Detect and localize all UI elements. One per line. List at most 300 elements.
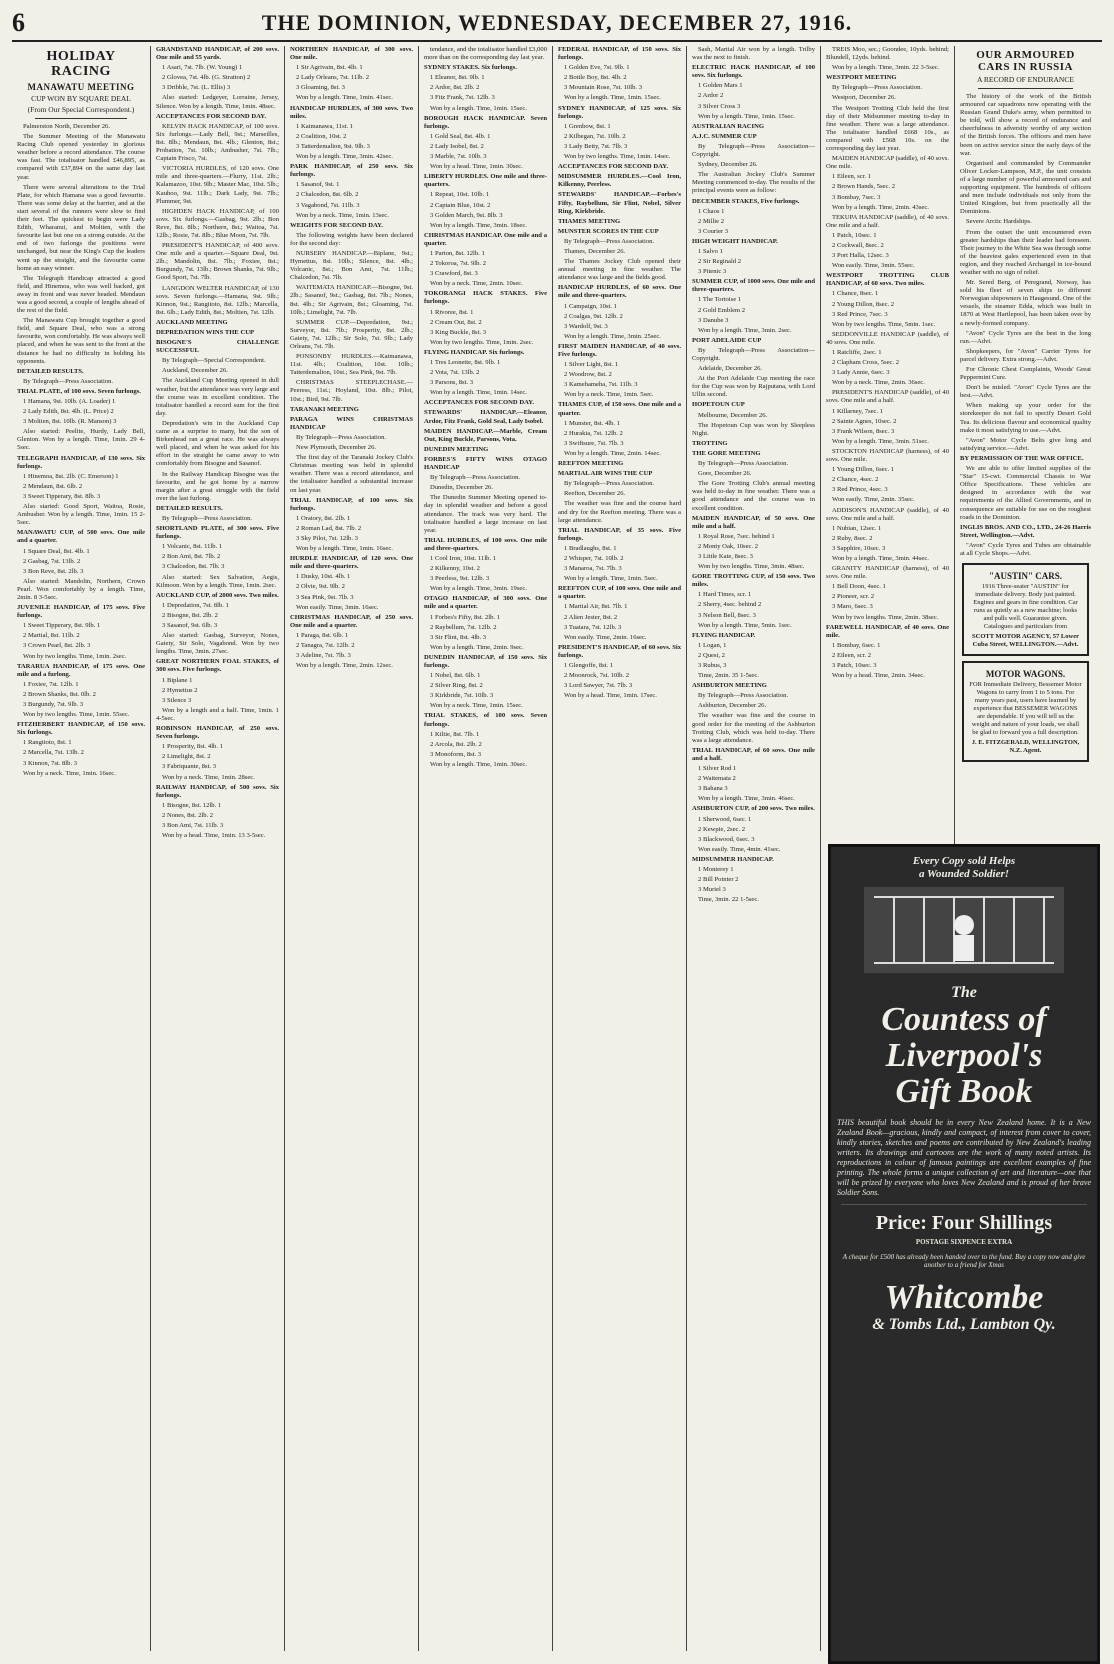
text-paragraph: 1 Sherwood, 6sec. 1 <box>698 815 752 823</box>
text-paragraph: PORT ADELAIDE CUP <box>692 336 762 344</box>
text-paragraph: 3 Vagabond, 7st. 11lb. 3 <box>296 201 360 209</box>
text-paragraph: AUCKLAND CUP, of 2000 sovs. Two miles. <box>156 591 279 599</box>
text-paragraph: 3 Dribble, 7st. (L. Ellis) 3 <box>162 84 231 92</box>
text-paragraph: By Telegraph—Press Association. <box>296 433 387 441</box>
text-paragraph: The history of the work of the British armoured car squadrons now operating with the Russian Grand Duke's army, when permitted to be told, will show a record of endurance and cheerfulness in adversity worthy of any section of the British forces. The officers and men have been on active service since the early days of the war. <box>960 93 1091 157</box>
book-pre-title: The <box>951 984 977 1001</box>
text-paragraph: 1 Paraga, 8st. 6lb. 1 <box>296 631 349 639</box>
text-paragraph: FLYING HANDICAP. Six furlongs. <box>424 348 525 356</box>
text-paragraph: TREIS Moo, sec.; Goondee, 10yds. behind; Blundell, 12yds. behind. <box>826 46 949 62</box>
text-paragraph: 3 Wardolf, 9st. 3 <box>564 322 608 330</box>
text-paragraph: For Chronic Chest Complaints, Woods' Great Peppermint Cure. <box>960 366 1091 382</box>
text-paragraph: 2 Kewpie, 2sec. 2 <box>698 825 746 833</box>
text-paragraph: 3 Patch, 10sec. 3 <box>832 662 877 669</box>
text-paragraph: 1 Oratory, 8st. 2lb. 1 <box>296 514 351 522</box>
text-paragraph: 1 Golden Mars 1 <box>698 82 743 90</box>
text-paragraph: GREAT NORTHERN FOAL STAKES, of 300 sovs. Five furlongs. <box>156 658 279 674</box>
text-paragraph: DETAILED RESULTS. <box>156 504 223 512</box>
text-paragraph: 1 Foxiee, 7st. 12lb. 1 <box>23 680 79 688</box>
book-cheque-note: A cheque for £500 has already been handed over to the fund. Buy a copy now and give another to a friend for Xmas <box>842 1252 1086 1269</box>
text-paragraph: 2 Cream Out, 8st. 2 <box>430 318 482 326</box>
text-paragraph: DECEMBER STAKES, Five furlongs. <box>692 197 800 205</box>
text-paragraph: PARAGA WINS CHRISTMAS HANDICAP <box>290 415 413 431</box>
text-paragraph: By Telegraph—Special Correspondent. <box>162 357 266 365</box>
text-paragraph: Reefton, December 26. <box>564 490 626 498</box>
text-paragraph: 3 Kinnon, 7st. 8lb. 3 <box>23 759 78 767</box>
text-paragraph: The Auckland Cup Meeting opened in dull weather, but the attendance was very large and the course was in excellent condition. The totalisator handled a record sum for the first day. <box>156 377 280 417</box>
text-paragraph: PONSONBY HURDLES.—Kaimanawa, 11st. 4lb.; Coalition, 10st. 10lb.; Tatterdemalion, 10st.; Sea Pink, 9st. 7lb. <box>290 353 413 377</box>
text-paragraph: 1 Bisogne, 8st. 12lb. 1 <box>162 801 222 809</box>
text-paragraph: 1 Logan, 1 <box>698 641 727 649</box>
text-paragraph: 2 Mendaun, 8st. 6lb. 2 <box>23 482 83 490</box>
text-paragraph: New Plymouth, December 26. <box>296 444 377 452</box>
text-paragraph: HIGH WEIGHT HANDICAP. <box>692 237 778 245</box>
text-paragraph: 3 Sweet Tipperary, 8st. 8lb. 3 <box>23 492 101 500</box>
text-paragraph: 1 Square Deal, 8st. 4lb. 1 <box>23 547 90 555</box>
text-paragraph: Won by a neck. Time, 2min. 36sec. <box>832 379 925 387</box>
text-paragraph: SUMMER CUP, of 1000 sovs. One mile and three-quarters. <box>692 278 815 294</box>
text-paragraph: KELVIN HACK HANDICAP, of 100 sovs. Six furlongs.—Lady Bell, 9st.; Marseilles, 8st. 8lb.; Mendaun, 8st. 4lb.; Glenton, 8st.; Probation, 7st. 10lb.; Ambusher, 7st. 7lb.; Captain Frisco, 7st. <box>156 122 279 163</box>
text-paragraph: ADDISON'S HANDICAP (saddle), of 40 sovs. One mile and a half. <box>826 506 949 522</box>
text-paragraph: 2 Hymettus 2 <box>162 686 198 694</box>
text-paragraph: 3 Sasanof, 9st. 6lb. 3 <box>162 622 218 629</box>
text-paragraph: 1 Prosperity, 8st. 4lb. 1 <box>162 743 223 751</box>
text-paragraph: 3 Fitz Frank, 7st. 12lb. 3 <box>430 94 495 102</box>
text-paragraph: 1 Bradlaughs, 8st. 1 <box>564 544 617 552</box>
text-paragraph: 2 Kilbegan, 7st. 10lb. 2 <box>564 132 626 140</box>
column-7-text <box>826 46 949 680</box>
text-paragraph: 2 Gold Emblem 2 <box>698 306 746 314</box>
text-paragraph: REEFTON CUP, of 100 sovs. One mile and a quarter. <box>558 585 681 601</box>
motor-ad-body: FOR Immediate Delivery, Bessemer Motor Wagons to carry from 1 to 5 tons. For many years past, users have learned by experience that BESSEMER WAGONS are dependable. If you will tell us the weight and nature of your loads, we shall be glad to forward you a full description. <box>969 681 1082 737</box>
text-paragraph: 1 Depredation, 7st. 8lb. 1 <box>162 601 229 609</box>
book-price: Price: Four Shillings <box>875 1212 1053 1234</box>
text-paragraph: LANGDON WELTER HANDICAP, of 130 sovs. Seven furlongs.—Hamana, 9st. 9lb.; Kinnon, 9st.; Rangitoto, 8st. 12lb.; Marcella, 8st. 6lb.; Lady Edith, 8st.; Moltien, 7st. 12lb. <box>156 284 279 316</box>
text-paragraph: CHRISTMAS HANDICAP. One mile and a quarter. <box>424 231 547 247</box>
text-paragraph: 1 Tres Leonette, 8st. 9lb. 1 <box>430 359 501 366</box>
column-2-text <box>156 46 279 840</box>
motor-ad-head: MOTOR WAGONS. <box>985 669 1066 680</box>
text-paragraph: 2 Monty Oak, 10sec. 2 <box>698 542 759 550</box>
text-paragraph: 3 Little Kate, 8sec. 3 <box>698 552 753 560</box>
text-paragraph: 1 Forbes's Fifty, 8st. 2lb. 1 <box>430 613 501 621</box>
text-paragraph: 3 Nelson Bell, 8sec. 3 <box>698 611 756 619</box>
book-title-line-1: Countess of <box>881 1001 1047 1038</box>
text-paragraph: 2 Sainte Agnes, 10sec. 2 <box>832 417 897 425</box>
text-paragraph: Won by two lengths. Time, 2min. 38sec. <box>832 613 939 621</box>
text-paragraph: Won by a length. Time, 1min. 16sec. <box>296 545 393 553</box>
text-paragraph: 1 Cool Iron, 10st. 11lb. 1 <box>430 554 497 562</box>
text-paragraph: 3 Lady Betty, 7st. 7lb. 3 <box>564 142 628 150</box>
text-paragraph: FLYING HANDICAP. <box>692 631 756 639</box>
text-paragraph: BISOGNE'S CHALLENGE SUCCESSFUL <box>156 339 279 355</box>
text-paragraph: SHORTLAND PLATE, of 300 sovs. Five furlongs. <box>156 525 279 541</box>
text-paragraph: 1 Asari, 7st. 7lb. (W. Young) 1 <box>162 64 243 72</box>
text-paragraph: 3 Kirkbride, 7st. 10lb. 3 <box>430 692 494 700</box>
text-paragraph: REEFTON MEETING <box>558 460 624 468</box>
text-paragraph: Won by a length. Time, 3min. 51sec. <box>832 437 929 445</box>
text-paragraph: 2 Marcella, 7st. 13lb. 2 <box>23 749 84 757</box>
text-paragraph: 3 Gloaming, 8st. 3 <box>296 84 345 92</box>
text-paragraph: Won by a length. Time, 3min. 42sec. <box>296 153 393 161</box>
armoured-cars-deck: A RECORD OF ENDURANCE <box>977 75 1074 84</box>
text-paragraph: By Telegraph—Press Association—Copyright. <box>692 142 815 159</box>
text-paragraph: 2 Alien Jester, 8st. 2 <box>564 613 618 621</box>
text-paragraph: 1 Rangitoto, 8st. 1 <box>23 739 72 747</box>
text-paragraph: Won by two lengths. Time, 5min. 1sec. <box>832 320 936 328</box>
text-paragraph: PARK HANDICAP, of 250 sovs. Six furlongs. <box>290 163 413 179</box>
text-paragraph: At the Port Adelaide Cup meeting the race for the Cup was won by Rajputana, with Lord Ullin second. <box>692 375 815 399</box>
text-paragraph: 2 Gasbag, 7st. 13lb. 2 <box>23 557 81 565</box>
text-paragraph: 2 Brown Shanks, 8st. 0lb. 2 <box>23 690 96 698</box>
text-paragraph: Won easily. Time, 4min. 41sec. <box>698 845 781 853</box>
column-5 <box>553 46 687 1651</box>
text-paragraph: 3 Parsons, 8st. 3 <box>430 379 474 387</box>
text-paragraph: 1 Hinemoa, 8st. 2lb. (C. Emerson) 1 <box>23 472 119 480</box>
text-paragraph: Won by a neck. Time, 1min. 28sec. <box>162 773 255 781</box>
text-paragraph: 3 Blackwood, 6sec. 3 <box>698 835 755 843</box>
text-paragraph: SEDDONVILLE HANDICAP (saddle), of 40 sovs. One mile. <box>826 330 949 346</box>
text-paragraph: OTAGO HANDICAP, of 300 sovs. One mile and a quarter. <box>424 595 547 611</box>
text-paragraph: 3 Lady Annie, 6sec. 3 <box>832 369 890 377</box>
text-paragraph: AUCKLAND MEETING <box>156 318 228 326</box>
text-paragraph: Won by a length and a half. Time, 1min. 1 4-5sec. <box>156 706 279 722</box>
text-paragraph: Won easily. Time, 3min. 55sec. <box>832 262 915 270</box>
text-paragraph: 2 Lady Edith, 8st. 4lb. (L. Price) 2 <box>23 408 114 416</box>
text-paragraph: Won by a length. Time, 3min. 46sec. <box>698 795 795 803</box>
text-paragraph: Time, 3min. 22 1-5sec. <box>698 896 759 904</box>
text-paragraph: 1 Killarney, 7sec. 1 <box>832 407 884 415</box>
text-paragraph: BY PERMISSION OF THE WAR OFFICE. <box>960 454 1084 462</box>
text-paragraph: 3 Bon Reve, 8st. 2lb. 3 <box>23 567 84 575</box>
text-paragraph: The Dunedin Summer Meeting opened to-day in splendid weather and before a good attendance. The track was very hard. The totalisator handled a large increase on last year. <box>424 494 547 534</box>
text-paragraph: 3 Manaroa, 7st. 7lb. 3 <box>564 565 622 573</box>
text-paragraph: Melbourne, December 26. <box>698 411 768 419</box>
column-1 <box>12 46 151 1651</box>
text-paragraph: NORTHERN HANDICAP, of 300 sovs. One mile. <box>290 46 413 62</box>
book-title-line-2: Liverpool's <box>885 1037 1043 1074</box>
text-paragraph: By Telegraph—Press Association. <box>698 460 789 468</box>
text-paragraph: 3 Bon Ami, 7st. 11lb. 3 <box>162 821 224 829</box>
text-paragraph: WESTPORT TROTTING CLUB HANDICAP, of 60 sovs. Two miles. <box>826 272 949 288</box>
text-paragraph: 1 Volcanic, 8st. 11lb. 1 <box>162 543 223 551</box>
text-paragraph: 1 Silver Light, 8st. 1 <box>564 361 619 369</box>
page-number: 6 <box>12 8 25 37</box>
column-5-text <box>558 46 681 700</box>
text-paragraph: Adelaide, December 26. <box>698 365 763 373</box>
column-8-text <box>960 93 1091 558</box>
text-paragraph: By Telegraph—Press Association. <box>23 377 114 385</box>
text-paragraph: 1 Kaimanawa, 11st. 1 <box>296 122 354 130</box>
text-paragraph: 1 Munster, 8st. 4lb. 1 <box>564 419 620 427</box>
text-paragraph: Won by a length. Time, 3min. 19sec. <box>430 585 527 593</box>
manawatu-subheader: MANAWATU MEETING <box>27 82 135 92</box>
text-paragraph: Mr. Sered Berg, of Peregrand, Norway, has sold his fleet of seven ships to different Norwegian shipowners in Haugesund. One of the vessels, the steamer Edda, which was built in 1870 at West Hartlepool, has been taken over by a newly-formed company. <box>960 279 1091 327</box>
text-paragraph: Won by a length. Time, 1min. 14sec. <box>430 389 527 397</box>
text-paragraph: tendance, and the totalisator handled £3,000 more than on the corresponding day last year. <box>424 46 547 62</box>
text-paragraph: Won by a length. Time, 2min. 14sec. <box>564 449 661 457</box>
text-paragraph: 2 Raybellum, 7st. 12lb. 2 <box>430 623 497 631</box>
text-paragraph: 1 Royal Rose, 7sec. behind 1 <box>698 532 775 540</box>
book-title-line-3: Gift Book <box>895 1073 1033 1110</box>
text-paragraph: 1 Dusky, 10st. 4lb. 1 <box>296 573 351 581</box>
text-paragraph: TOKORANGI HACK STAKES. Five furlongs. <box>424 290 547 306</box>
text-paragraph: Won by a length. Time, 1min. 30sec. <box>430 760 527 768</box>
text-paragraph: 2 Silver Ring, 8st. 2 <box>430 682 483 690</box>
text-paragraph: TRIAL HANDICAP, of 35 sovs. Five furlongs. <box>558 526 681 542</box>
text-paragraph: Gore, December 26. <box>698 470 752 478</box>
text-paragraph: HANDICAP HURDLES, of 300 sovs. Two miles. <box>290 104 413 120</box>
text-paragraph: WEIGHTS FOR SECOND DAY. <box>290 221 383 229</box>
text-paragraph: 2 Pioneer, scr. 2 <box>832 593 875 601</box>
text-paragraph: By Telegraph—Press Association. <box>564 237 655 245</box>
text-paragraph: Won by a length. Time, 2min. 9sec. <box>430 643 524 651</box>
text-paragraph: HOPETOUN CUP <box>692 401 745 409</box>
text-paragraph: 2 Moonrock, 7st. 10lb. 2 <box>564 672 630 680</box>
text-paragraph: VICTORIA HURDLES, of 120 sovs. One mile and three-quarters.—Flurry, 11st. 2lb.; Kalamazoo, 10st. 9lb.; Master Mac, 10st. 5lb.; Kauhoo, 9st. 11lb.; Dark Lady, 9st. 7lb.; Plummer, 9st. <box>156 165 279 205</box>
text-paragraph: MANAWATU CUP, of 500 sovs. One mile and a quarter. <box>17 529 145 545</box>
text-paragraph: 3 Bahana 3 <box>698 785 728 793</box>
text-paragraph: Won by a length. Time, 1min. 41sec. <box>296 94 393 102</box>
text-paragraph: 3 Maro, 6sec. 3 <box>832 603 873 611</box>
text-paragraph: By Telegraph—Press Association. <box>564 480 655 488</box>
text-paragraph: STEWARDS' HANDICAP.—Forbes's Fifty, Raybellum, Sir Flint, Nobel, Silver Ring, Kirkbride. <box>558 191 681 215</box>
text-paragraph: Also started: Peelite, Hurdy, Lady Bell, Glenton. Won by a length. Time, 1min. 29 4-5sec. <box>17 428 145 452</box>
text-paragraph: HURDLE HANDICAP, of 120 sovs. One mile and three-quarters. <box>290 555 413 571</box>
text-paragraph: Time, 2min. 35 1-5sec. <box>698 672 759 680</box>
text-paragraph: 1 Bombay, 6sec. 1 <box>832 641 881 649</box>
austin-ad-body: 1916 Three-seater "AUSTIN" for immediate delivery. Body just painted. Engines and gears in fine condition. Car runs as quietly as a new machine; looks and pulls well. Guarantee given. Catalogues and particulars from <box>973 583 1078 631</box>
text-paragraph: Ashburton, December 26. <box>698 702 767 710</box>
text-paragraph: TEKUPA HANDICAP (saddle), of 40 sovs. One mile and a half. <box>826 213 949 229</box>
text-paragraph: Sydney, December 26. <box>698 161 758 169</box>
text-paragraph: THAMES MEETING <box>558 217 621 225</box>
text-paragraph: Depredation's win in the Auckland Cup came as a surprise to many, but the son of Birkenhead ran a great race. He was always well placed, and when he was asked for his effort in the straight he came away to win comfortably from Bisogne and Sasanof. <box>156 419 279 468</box>
text-paragraph: When making up your order for the storekeeper do not fail to specify Desert Gold Tea. Its delicious flavour and economical quality make it most satisfying to use.—Advt. <box>960 402 1091 434</box>
text-paragraph: 2 Ardor, 8st. 2lb. 2 <box>430 84 480 92</box>
text-paragraph: The Westport Trotting Club held the first day of their Midsummer meeting to-day in fine weather. There was a large attendance. The totalisator handled £668 10s., as compared with £568 10s. on the corresponding day last year. <box>826 104 949 153</box>
text-paragraph: TELEGRAPH HANDICAP, of 130 sovs. Six furlongs. <box>17 454 145 470</box>
text-paragraph: FEDERAL HANDICAP, of 150 sovs. Six furlongs. <box>558 46 681 62</box>
column-4-text <box>424 46 547 769</box>
text-paragraph: LIBERTY HURDLES. One mile and three-quarters. <box>424 173 547 189</box>
text-paragraph: Won by a head. Time, 1min. 30sec. <box>430 163 523 171</box>
text-paragraph: The Hopetoun Cup was won by Sleepless Night. <box>692 421 815 437</box>
text-paragraph: Won by two lengths. Time, 1min. 55sec. <box>23 711 130 719</box>
text-paragraph: By Telegraph—Press Association. <box>162 514 253 522</box>
text-paragraph: 1 Repeat, 10st. 10lb. 1 <box>430 191 490 199</box>
text-paragraph: Shopkeepers, for "Avon" Carrier Tyres for parcel delivery. Extra strong.—Advt. <box>960 347 1091 363</box>
armoured-cars-headline: OUR ARMOURED CARS IN RUSSIA <box>976 49 1075 73</box>
text-paragraph: 2 Hurakia, 7st. 12lb. 2 <box>564 429 623 437</box>
text-paragraph: FIRST MAIDEN HANDICAP, of 40 sovs. Five furlongs. <box>558 342 681 358</box>
text-paragraph: Won by a length. Time, 1min. 15sec. <box>430 104 527 112</box>
text-paragraph: MAIDEN HANDICAP (saddle), of 40 sovs. One mile. <box>826 155 949 171</box>
text-paragraph: 3 Mountain Rose, 7st. 10lb. 3 <box>564 84 643 92</box>
text-paragraph: 1 Chance, 8sec. 1 <box>832 290 879 298</box>
book-postage: POSTAGE SIXPENCE EXTRA <box>915 1238 1013 1246</box>
text-paragraph: Won by a length. Time, 2min. 12sec. <box>296 662 393 670</box>
text-paragraph: The Telegraph Handicap attracted a good field, and Hinemoa, who was well backed, got away in front and was never headed. Mendaun was a good second, a couple of lengths ahead of the rest of the field. <box>17 274 145 315</box>
column-6-text <box>692 46 815 904</box>
text-paragraph: 3 Frank Wilson, 8sec. 3 <box>832 427 895 435</box>
text-paragraph: 1 Ratcliffe, 2sec. 1 <box>832 349 882 356</box>
text-paragraph: CHRISTMAS HANDICAP, of 250 sovs. One mile and a quarter. <box>290 613 413 629</box>
text-paragraph: MIDSUMMER HURDLES.—Cool Iron, Kilkenny, Peerless. <box>558 173 681 189</box>
text-paragraph: 2 Bisogne, 8st. 2lb. 2 <box>162 611 218 619</box>
text-paragraph: Won by a length. Time, 3min. 18sec. <box>430 221 527 229</box>
text-paragraph: MUNSTER SCORES IN THE CUP <box>558 227 659 235</box>
text-paragraph: Also started: Ledgeyer, Lorraine, Jersey, Silence. Won by a length. Time, 1min. 48sec. <box>156 94 279 110</box>
austin-ad-head: "AUSTIN" CARS. <box>988 571 1062 582</box>
text-paragraph: Won by two lengths. Time, 1min. 2sec. <box>23 652 127 660</box>
text-paragraph: 1 Nubian, 12sec. 1 <box>832 524 882 532</box>
text-paragraph: 3 Moltien, 8st. 10lb. (R. Manson) 3 <box>23 418 117 426</box>
text-paragraph: Won by a length. Time, 3min. 44sec. <box>832 554 929 562</box>
text-paragraph: The Summer Meeting of the Manawatu Racing Club opened yesterday in glorious weather before a record attendance. The course was fast. The totalisator handled £46,895, as compared with £37,894 on the same day last year. <box>17 133 145 181</box>
text-paragraph: Won by two lengths. Time, 3min. 48sec. <box>698 563 805 571</box>
text-paragraph: 2 Ruby, 8sec. 2 <box>832 534 873 542</box>
column-4 <box>419 46 553 1651</box>
text-paragraph: 1 Grenbow, 8st. 1 <box>564 122 611 130</box>
text-paragraph: 2 Ardor 2 <box>698 92 724 100</box>
text-paragraph: SYDNEY STAKES. Six furlongs. <box>424 64 517 72</box>
text-paragraph: ROBINSON HANDICAP, of 250 sovs. Seven furlongs. <box>156 725 279 741</box>
text-paragraph: GORE TROTTING CUP, of 150 sovs. Two miles. <box>692 573 815 589</box>
text-paragraph: 1 Campaign, 10st. 1 <box>564 302 617 310</box>
text-paragraph: 3 Monoform, 8st. 3 <box>430 750 482 758</box>
text-paragraph: SYDNEY HANDICAP, of 125 sovs. Six furlongs. <box>558 104 681 120</box>
text-paragraph: ACCEPTANCES FOR SECOND DAY. <box>424 399 535 407</box>
text-paragraph: 3 Adeline, 7st. 7lb. 3 <box>296 652 351 660</box>
newspaper-title: THE DOMINION, WEDNESDAY, DECEMBER 27, 1916. <box>261 10 853 35</box>
text-paragraph: Also started: Mandolin, Northern, Crown Pearl. Won comfortably by a length. Time, 2min. 8 3-5sec. <box>17 577 145 601</box>
book-description: THIS beautiful book should be in every New Zealand home. It is a New Zealand Book—gracious, kindly and compact, of interest from cover to cover, kindly stories, sketches and poems are contributed by New Zealand's leading writers. Its drawings and cartoons are the work of many noted artists. Its reproductions in colour of famous paintings are excellent examples of fine printing. The whole forms a unique collection of art and literature—one that will be prized by everyone who loves New Zealand and is proud of her brave Soldier Sons. <box>837 1118 1091 1197</box>
text-paragraph: 2 Glovea, 7st. 4lb. (G. Stratton) 2 <box>162 74 251 82</box>
text-paragraph: The weather was fine and the course in good order for the meeting of the Ashburton Trotting Club, which was held to-day. There was a large attendance. <box>692 712 815 744</box>
text-paragraph: TRIAL PLATE, of 100 sovs. Seven furlongs. <box>17 387 141 395</box>
text-paragraph: Won by a neck. Time, 2min. 10sec. <box>430 280 523 288</box>
holiday-racing-headline: HOLIDAY RACING <box>46 49 116 79</box>
text-paragraph: There were several alterations to the Trial Plate, for which Hamana was a good favourite. There was some delay at the barrier, and at the start several of the runners were slow to find their feet. The quickest to begin were Lady Edith, Wharanui, and Moltien, with the favourite last but one on a strong outside. At the end of two furlongs the positions were unchanged, but near the King's Cup the leaders went up the straight, and the favourite came home an easy winner. <box>17 183 145 272</box>
text-paragraph: 1 Martial Air, 8st. 7lb. 1 <box>564 603 628 611</box>
manawatu-byline: (From Our Special Correspondent.) <box>27 105 135 114</box>
text-paragraph: 3 Lord Sawyer, 7st. 7lb. 3 <box>564 682 633 690</box>
text-paragraph: 3 Bombay, 7sec. 3 <box>832 193 881 201</box>
text-paragraph: Won by a head. Time, 2min. 34sec. <box>832 672 925 680</box>
text-paragraph: Also started: Gasbag, Surveyor, Nones, Gaiety, Sir Solo, Vagabond. Won by two lengths. Time, 3min. 27sec. <box>156 632 279 656</box>
text-paragraph: ASHBURTON MEETING <box>692 682 767 690</box>
text-paragraph: 1 Gold Seal, 8st. 4lb. 1 <box>430 132 491 140</box>
text-paragraph: Won by a length. Time, 5min. 1sec. <box>698 621 792 629</box>
text-paragraph: Auckland, December 26. <box>162 367 228 375</box>
text-paragraph: 2 Chalcedon, 8st. 6lb. 2 <box>296 191 359 199</box>
text-paragraph: TARARUA HANDICAP, of 175 sovs. One mile and a furlong. <box>17 662 145 678</box>
text-paragraph: 2 Olvie, 9st. 9lb. 2 <box>296 583 345 591</box>
text-paragraph: DEPREDATION WINS THE CUP <box>156 329 255 336</box>
text-paragraph: TARANAKI MEETING <box>290 405 359 413</box>
text-paragraph: TRIAL HURDLES, of 100 sovs. One mile and three-quarters. <box>424 536 547 552</box>
text-paragraph: Won by a length. Time, 2min. 43sec. <box>832 203 929 211</box>
text-paragraph: 1 Golden Eve, 7st. 9lb. 1 <box>564 64 630 72</box>
text-paragraph: 2 Sir Reginald 2 <box>698 258 742 266</box>
text-paragraph: Severe Arctic Hardships. <box>966 218 1032 226</box>
text-paragraph: THAMES CUP, of 150 sovs. One mile and a quarter. <box>558 401 681 417</box>
text-paragraph: 2 Nones, 8st. 2lb. 2 <box>162 811 214 819</box>
text-paragraph: Won by two lengths. Time, 1min. 14sec. <box>564 153 671 161</box>
text-paragraph: Won by a head. Time, 1min. 13 3-5sec. <box>162 832 266 840</box>
text-paragraph: 1 Silver Rod 1 <box>698 765 737 773</box>
text-paragraph: 1 Sasanof, 9st. 1 <box>296 181 340 189</box>
text-paragraph: THE GORE MEETING <box>692 449 761 457</box>
text-paragraph: Organised and commanded by Commander Oliver Locker-Lampson, M.P., the unit consists of a large number of powerful armoured cars and supporting equipment. The hundreds of officers and men include individuals not only from the United Kingdom, but from practically all the Dominions. <box>960 159 1091 216</box>
text-paragraph: 3 Tatterdemalion, 9st. 9lb. 3 <box>296 142 370 150</box>
text-paragraph: JUVENILE HANDICAP, of 175 sovs. Five furlongs. <box>17 604 145 620</box>
text-paragraph: By Telegraph—Press Association—Copyright. <box>692 346 815 362</box>
text-paragraph: 3 Tuatara, 7st. 12lb. 3 <box>564 623 622 631</box>
text-paragraph: Won by a neck. Time, 1min. 16sec. <box>23 769 116 777</box>
text-paragraph: 2 Roman Lad, 8st. 7lb. 2 <box>296 524 362 532</box>
text-paragraph: 3 Crown Pearl, 8st. 2lb. 3 <box>23 642 91 650</box>
manawatu-deck: CUP WON BY SQUARE DEAL <box>31 94 131 103</box>
text-paragraph: 2 Coalgas, 9st. 12lb. 2 <box>564 312 623 320</box>
text-paragraph: FAREWELL HANDICAP, of 40 sovs. One mile. <box>826 623 949 639</box>
text-paragraph: A.J.C. SUMMER CUP <box>692 132 757 140</box>
text-paragraph: 1 Chaos 1 <box>698 207 725 215</box>
text-paragraph: Also started: Sex Salvation, Aegis, Kilmoon. Won by a length. Time, 1min. 2sec. <box>156 573 279 589</box>
text-paragraph: The weather was fine and the course hard and dry for the Reefton meeting. There was a large attendance. <box>558 500 681 524</box>
text-paragraph: In the Railway Handicap Bisogne was the favourite, and he got home by a narrow margin after a great struggle with the field over the last furlong. <box>156 470 279 502</box>
text-paragraph: Won by a length. Time, 1min. 15sec. <box>564 94 661 102</box>
text-paragraph: ELECTRIC HACK HANDICAP, of 100 sovs. Six furlongs. <box>692 64 815 80</box>
text-paragraph: STEWARDS' HANDICAP.—Eleanor, Ardor, Fitz Frank, Gold Seal, Lady Isobel. <box>424 409 547 425</box>
text-paragraph: 1 Eleanor, 8st. 9lb. 1 <box>430 74 485 82</box>
text-paragraph: By Telegraph—Press Association. <box>832 84 923 92</box>
text-paragraph: 2 Sherry, 4sec. behind 2 <box>698 601 762 609</box>
text-paragraph: 3 Muriel 3 <box>698 886 726 894</box>
text-paragraph: DETAILED RESULTS. <box>17 367 84 375</box>
text-paragraph: Thames, December 26. <box>564 247 626 255</box>
text-paragraph: 1 Salvo 1 <box>698 247 723 255</box>
text-paragraph: 1 Eileen, scr. 1 <box>832 173 872 181</box>
text-paragraph: "Avon" Motor Cycle Belts give long and satisfying service.—Advt. <box>960 436 1091 452</box>
text-paragraph: 2 Lady Orleans, 7st. 11lb. 2 <box>296 74 370 82</box>
text-paragraph: 3 Pitenic 3 <box>698 268 727 276</box>
text-paragraph: 1 Glengoffe, 8st. 1 <box>564 662 614 669</box>
text-paragraph: Sash, Martial Air won by a length. Trilby was the next to finish. <box>692 46 815 62</box>
text-paragraph: HANDICAP HURDLES, of 60 sovs. One mile and three-quarters. <box>558 284 681 300</box>
text-paragraph: The Manawatu Cup brought together a good field, and Square Deal, who was a strong favourite, won comfortably. He was always well placed, and when he was sent to the front at the distance he had no difficulty in holding his opponents. <box>17 317 145 365</box>
text-paragraph: 1 The Tortoise 1 <box>698 296 742 304</box>
text-paragraph: MAIDEN HANDICAP, of 50 sovs. One mile and a half. <box>692 514 815 530</box>
text-paragraph: The Gore Trotting Club's annual meeting was held to-day in fine weather. There was a good attendance and the course was in excellent condition. <box>692 480 815 512</box>
text-paragraph: 1 Parton, 8st. 12lb. 1 <box>430 249 485 257</box>
text-paragraph: 3 Kamehameha, 7st. 11lb. 3 <box>564 381 638 389</box>
text-paragraph: 2 Vota, 7st. 13lb. 2 <box>430 369 480 377</box>
publisher-address: & Tombs Ltd., Lambton Qy. <box>872 1315 1056 1333</box>
text-paragraph: PRESIDENT'S HANDICAP, of 400 sovs. One mile and a quarter.—Square Deal, 9st. 2lb.; Mandolin, 8st. 7lb.; Foxiee, 8st.; Burgundy, 7st. 13lb.; Brown Shanks, 7st. 9lb.; Good Sport, 7st. 7lb. <box>156 242 279 282</box>
text-paragraph: 2 Limelight, 8st. 2 <box>162 753 211 761</box>
text-paragraph: 3 Silence 3 <box>162 696 192 704</box>
text-paragraph: 1 Hamana, 9st. 10lb. (A. Loader) 1 <box>23 398 116 405</box>
text-paragraph: 3 Burgundy, 7st. 9lb. 3 <box>23 701 84 708</box>
text-paragraph: TRIAL HANDICAP, of 100 sovs. Six furlongs. <box>290 496 413 512</box>
text-paragraph: 3 Port Halla, 12sec. 3 <box>832 252 889 260</box>
text-paragraph: 2 Quest, 2 <box>698 651 725 659</box>
text-paragraph: 2 Brown Hands, 5sec. 2 <box>832 183 895 191</box>
text-paragraph: 1 Monterey 1 <box>698 865 734 873</box>
text-paragraph: PRESIDENT'S HANDICAP (saddle), of 40 sovs. One mile and a half. <box>826 389 949 405</box>
